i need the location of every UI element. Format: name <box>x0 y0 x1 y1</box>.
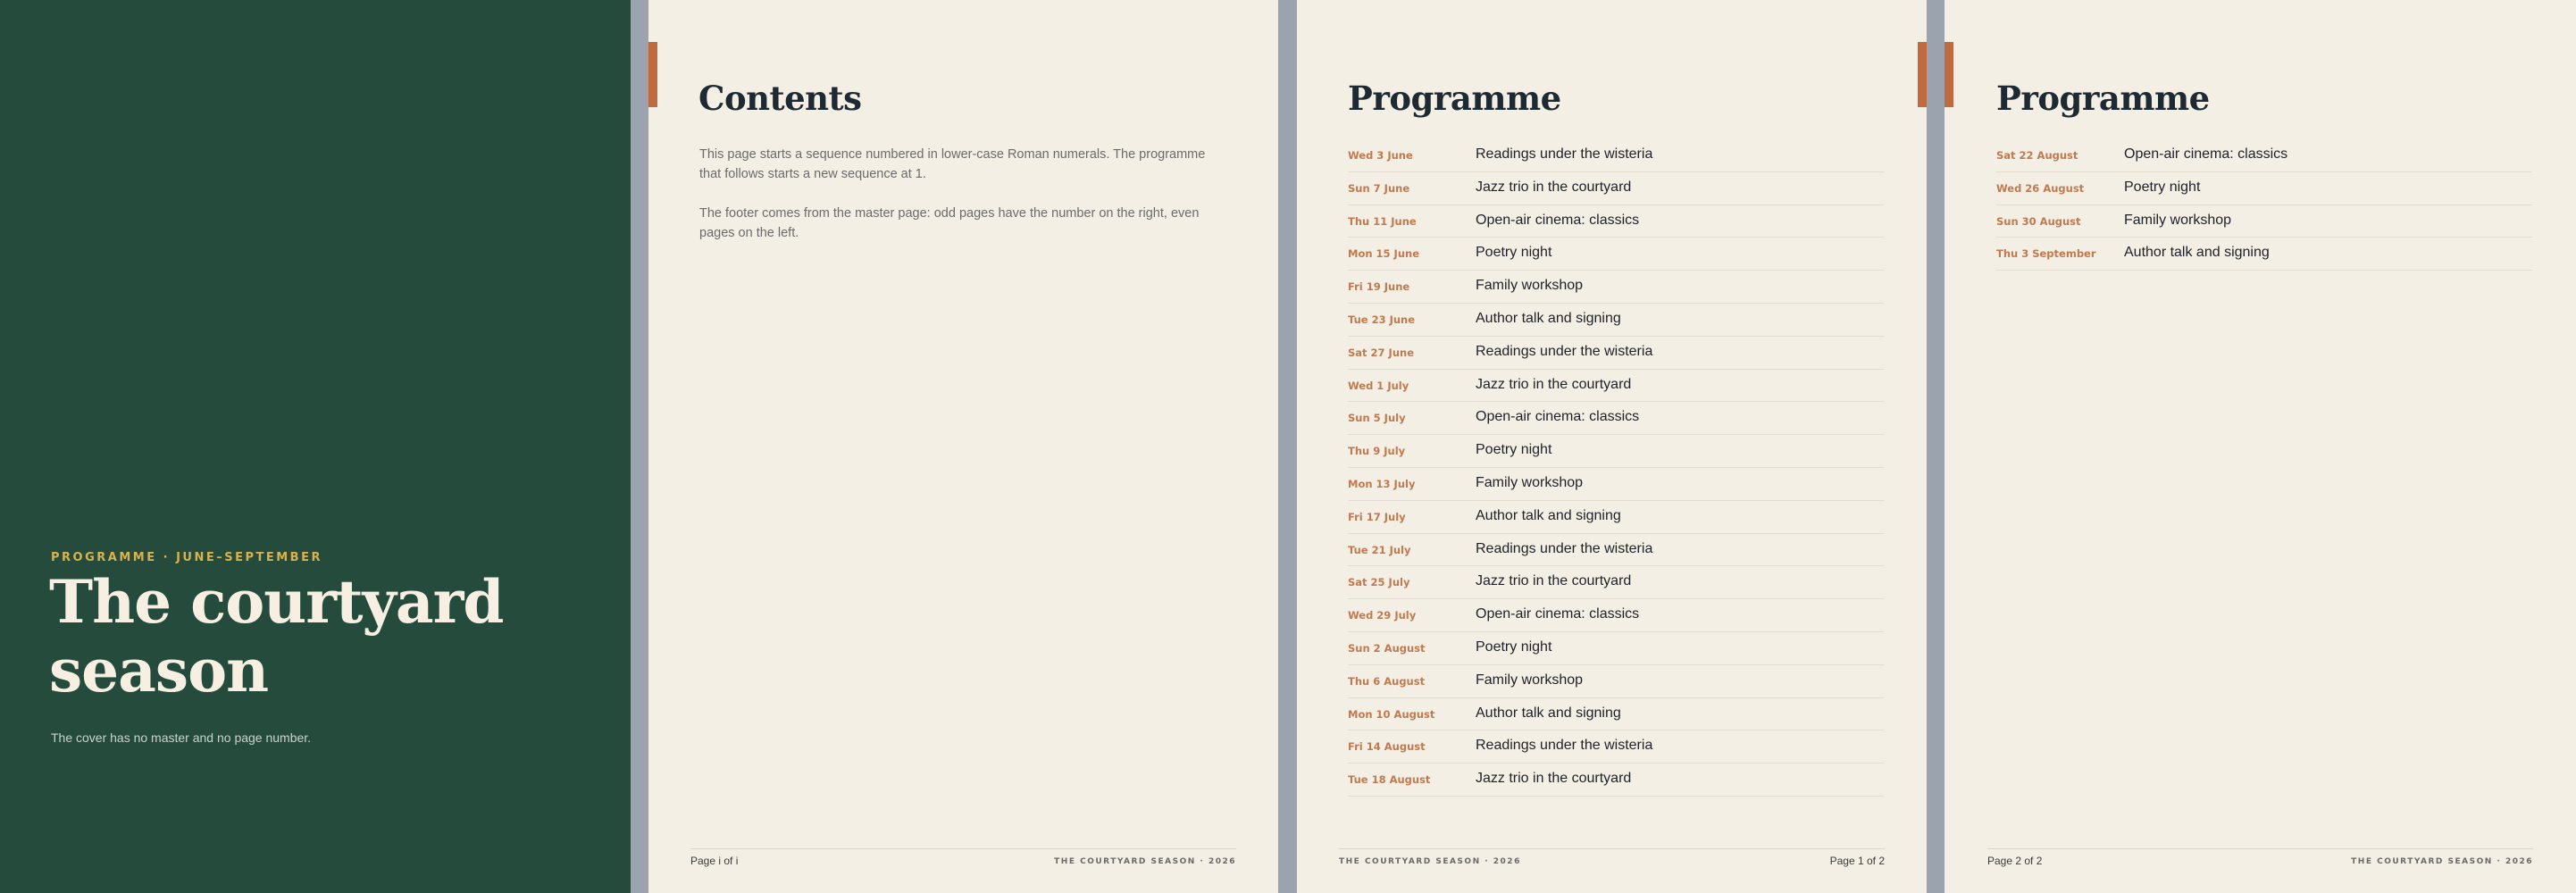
event-date: Thu 6 August <box>1348 674 1426 688</box>
programme-page-1 <box>1297 0 1927 893</box>
contents-paragraph: The footer comes from the master page: odd pages have the number on the right, even pages on the left. <box>699 206 1200 240</box>
schedule-row <box>1996 238 2532 271</box>
event-date: Fri 19 June <box>1348 280 1410 294</box>
event-date: Mon 15 June <box>1348 247 1419 261</box>
event-title: Family workshop <box>2124 212 2232 228</box>
contents-paragraph: This page starts a sequence numbered in lower-case Roman numerals. The programme that follows starts a new sequence at 1. <box>699 147 1206 181</box>
event-title: Jazz trio in the courtyard <box>1476 376 1632 392</box>
event-title: Family workshop <box>1476 278 1584 294</box>
schedule-row <box>1348 337 1884 370</box>
page-footer <box>690 848 1236 867</box>
event-date: Sun 2 August <box>1348 641 1426 655</box>
schedule-row <box>1348 139 1884 172</box>
page-title: Programme <box>1996 79 2210 118</box>
event-date: Thu 3 September <box>1996 247 2096 261</box>
event-title: Open-air cinema: classics <box>1476 409 1640 425</box>
event-title: Author talk and signing <box>1476 507 1621 523</box>
event-title: Poetry night <box>2124 179 2201 195</box>
cover-kicker: PROGRAMME · JUNE–SEPTEMBER <box>51 551 322 564</box>
event-title: Readings under the wisteria <box>1476 540 1653 556</box>
event-date: Fri 17 July <box>1348 510 1406 523</box>
schedule-row <box>1348 566 1884 599</box>
footer-page-number: Page 2 of 2 <box>1987 855 2043 867</box>
event-title: Family workshop <box>1476 474 1584 490</box>
event-title: Open-air cinema: classics <box>1476 606 1640 622</box>
schedule-row <box>1348 468 1884 501</box>
event-title: Jazz trio in the courtyard <box>1476 179 1632 195</box>
page-footer <box>1339 848 1885 867</box>
schedule-row <box>1348 534 1884 567</box>
page-tab-marker <box>1918 42 1927 107</box>
schedule-row <box>1348 599 1884 632</box>
cover-page <box>0 0 631 893</box>
event-date: Tue 21 July <box>1348 543 1411 556</box>
schedule-row <box>1348 238 1884 271</box>
schedule-row <box>1348 304 1884 337</box>
schedule-list <box>1348 139 1884 797</box>
event-date: Sat 27 June <box>1348 346 1415 359</box>
schedule-row <box>1348 632 1884 665</box>
schedule-row <box>1348 730 1884 764</box>
event-title: Family workshop <box>1476 672 1584 688</box>
event-date: Wed 26 August <box>1996 181 2085 195</box>
event-date: Thu 9 July <box>1348 445 1406 458</box>
footer-page-number: Page 1 of 2 <box>1829 855 1885 867</box>
event-title: Open-air cinema: classics <box>2124 146 2288 162</box>
page-tab-marker <box>648 42 657 107</box>
schedule-row <box>1996 172 2532 205</box>
schedule-row <box>1348 501 1884 534</box>
event-date: Mon 10 August <box>1348 707 1435 721</box>
page-tab-marker <box>1945 42 1953 107</box>
event-date: Fri 14 August <box>1348 740 1426 754</box>
event-title: Author talk and signing <box>1476 705 1621 721</box>
page-title: Programme <box>1348 79 1561 118</box>
event-title: Readings under the wisteria <box>1476 738 1653 754</box>
contents-page <box>648 0 1278 893</box>
event-date: Wed 3 June <box>1348 149 1413 162</box>
event-date: Wed 29 July <box>1348 609 1417 622</box>
event-title: Readings under the wisteria <box>1476 343 1653 359</box>
event-date: Sun 5 July <box>1348 412 1406 425</box>
event-date: Sat 22 August <box>1996 149 2078 162</box>
cover-title: The courtyard season <box>49 567 504 705</box>
schedule-row <box>1996 205 2532 238</box>
event-date: Mon 13 July <box>1348 477 1416 490</box>
schedule-row <box>1348 698 1884 731</box>
event-title: Jazz trio in the courtyard <box>1476 771 1632 787</box>
schedule-row <box>1996 139 2532 172</box>
event-title: Author talk and signing <box>2124 245 2270 261</box>
cover-note: The cover has no master and no page number. <box>51 730 312 745</box>
schedule-row <box>1348 271 1884 304</box>
event-date: Sun 7 June <box>1348 181 1410 195</box>
event-title: Readings under the wisteria <box>1476 146 1653 162</box>
footer-page-number: Page i of i <box>690 855 739 867</box>
page-title: Contents <box>698 79 862 118</box>
footer-running-title: THE COURTYARD SEASON · 2026 <box>1339 857 1521 866</box>
schedule-row <box>1348 205 1884 238</box>
footer-running-title: THE COURTYARD SEASON · 2026 <box>2351 857 2533 866</box>
event-date: Tue 23 June <box>1348 313 1416 326</box>
schedule-row <box>1348 172 1884 205</box>
programme-page-2 <box>1945 0 2576 893</box>
event-title: Author talk and signing <box>1476 310 1621 326</box>
page-footer <box>1987 848 2533 867</box>
event-date: Sun 30 August <box>1996 214 2081 228</box>
event-date: Tue 18 August <box>1348 773 1431 787</box>
footer-running-title: THE COURTYARD SEASON · 2026 <box>1054 857 1236 866</box>
event-title: Poetry night <box>1476 245 1552 261</box>
event-date: Thu 11 June <box>1348 214 1417 228</box>
event-title: Poetry night <box>1476 638 1552 655</box>
event-date: Wed 1 July <box>1348 379 1409 392</box>
event-date: Sat 25 July <box>1348 576 1410 589</box>
event-title: Open-air cinema: classics <box>1476 212 1640 228</box>
event-title: Poetry night <box>1476 442 1552 458</box>
schedule-row <box>1348 402 1884 435</box>
schedule-row <box>1348 370 1884 403</box>
schedule-row <box>1348 764 1884 797</box>
schedule-row <box>1348 435 1884 468</box>
schedule-row <box>1348 665 1884 698</box>
event-title: Jazz trio in the courtyard <box>1476 573 1632 589</box>
schedule-list <box>1996 139 2532 271</box>
